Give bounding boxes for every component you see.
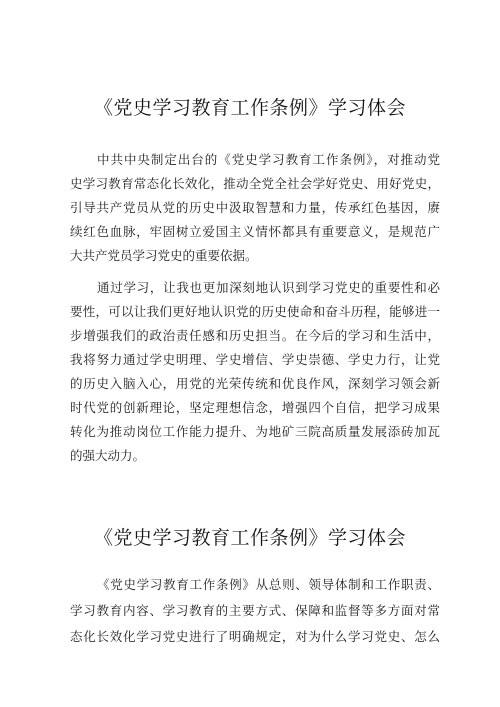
section-1-paragraph-2-line: 要性，可以让我们更好地认识党的历史使命和奋斗历程，能够进一 [70, 304, 440, 319]
section-1-paragraph-1-line: 大共产党员学习党史的重要依据。 [70, 248, 258, 263]
section-2-title: 《党史学习教育工作条例》学习体会 [93, 527, 406, 549]
section-1-paragraph-2-line: 的强大动力。 [70, 448, 146, 463]
section-1-paragraph-2-line: 转化为推动岗位工作能力提升、为地矿三院高质量发展添砖加瓦 [70, 424, 440, 439]
section-1-paragraph-2-line: 我将努力通过学史明理、学史增信、学史崇德、学史力行，让党 [70, 352, 440, 367]
section-1-paragraph-2-line: 时代党的创新理论，坚定理想信念，增强四个自信，把学习成果 [70, 400, 440, 415]
section-1-paragraph-2-line: 通过学习，让我也更加深刻地认识到学习党史的重要性和必 [97, 280, 440, 295]
section-2-paragraph-1-line: 态化长效化学习党史进行了明确规定，对为什么学习党史、怎么 [70, 629, 440, 644]
section-1-paragraph-1-line: 续红色血脉，牢固树立爱国主义情怀都具有重要意义，是规范广 [70, 224, 440, 239]
section-1-paragraph-1-line: 中共中央制定出台的《党史学习教育工作条例》，对推动党 [97, 152, 440, 167]
section-1-paragraph-2-line: 步增强我们的政治责任感和历史担当。在今后的学习和生活中， [70, 328, 440, 343]
section-2-paragraph-1-line: 《党史学习教育工作条例》从总则、领导体制和工作职责、 [97, 577, 440, 592]
section-1-paragraph-1-line: 引导共产党员从党的历史中汲取智慧和力量，传承红色基因，赓 [70, 200, 440, 215]
section-1-paragraph-2-line: 的历史入脑入心，用党的光荣传统和优良作风，深刻学习领会新 [70, 376, 440, 391]
section-2-paragraph-1-line: 学习教育内容、学习教育的主要方式、保障和监督等多方面对常 [70, 603, 440, 618]
section-1-title: 《党史学习教育工作条例》学习体会 [93, 97, 406, 119]
section-1-paragraph-1-line: 史学习教育常态化长效化，推动全党全社会学好党史、用好党史， [70, 176, 440, 191]
